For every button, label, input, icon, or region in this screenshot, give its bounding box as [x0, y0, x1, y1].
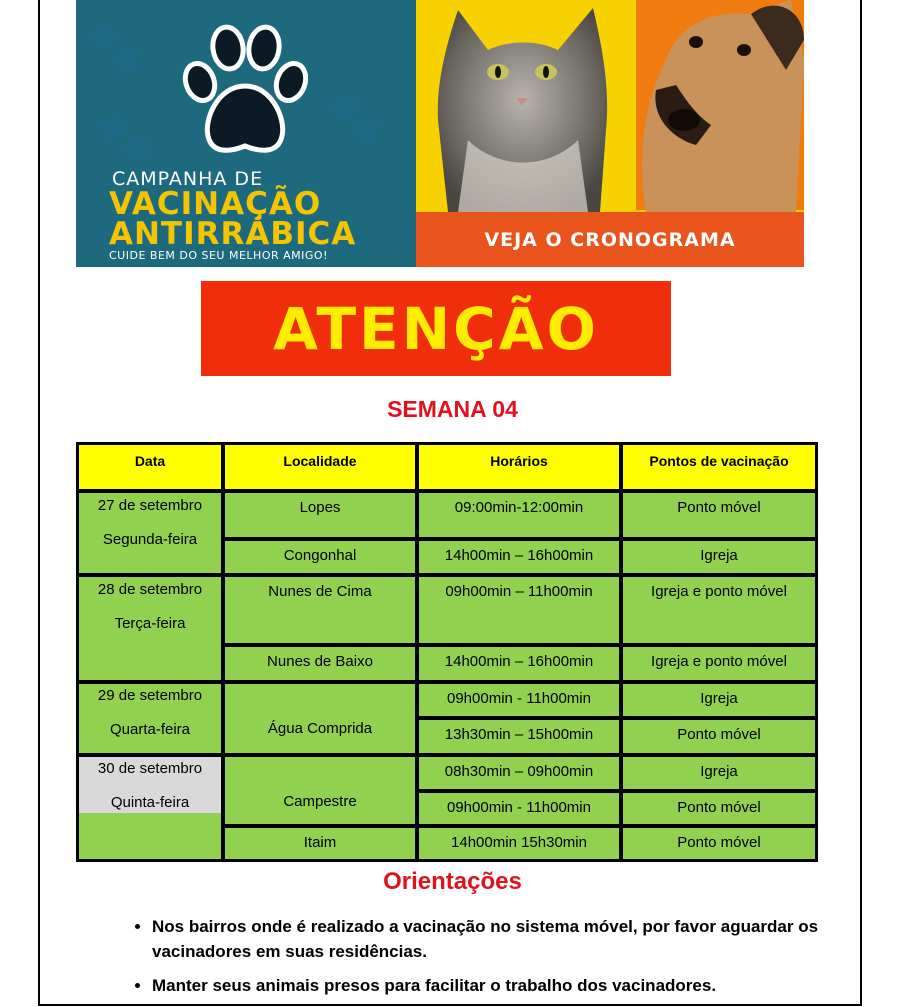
banner-line-2: VACINAÇÃO: [109, 186, 322, 222]
time-cell: 08h30min – 09h00min: [419, 757, 619, 789]
point-cell: Igreja: [623, 541, 815, 573]
schedule-cta: VEJA O CRONOGRAMA: [416, 212, 804, 267]
guideline-item: • Manter seus animais presos para facilitar o trabalho dos vacinadores.: [152, 973, 852, 998]
point-cell: Ponto móvel: [623, 793, 815, 824]
locality-cell: Nunes de Baixo: [225, 647, 415, 680]
header-points: Pontos de vacinação: [623, 445, 815, 489]
date-weekday: Terça-feira: [114, 615, 186, 632]
date-cell-27: [79, 493, 221, 573]
paw-icon: [178, 24, 308, 164]
guideline-item: • Nos bairros onde é realizado a vacinação no sistema móvel, por favor aguardar os vacinadores em suas residências.: [152, 914, 852, 964]
point-cell: Ponto móvel: [623, 493, 815, 537]
date-cell-28: [79, 577, 221, 680]
time-cell: 14h00min – 16h00min: [419, 647, 619, 680]
point-cell: Igreja: [623, 684, 815, 716]
locality-cell: Congonhal: [225, 541, 415, 573]
date-cell-29: [79, 684, 221, 753]
banner-left-panel: [76, 0, 416, 267]
cat-photo: [428, 0, 618, 212]
time-cell: 09:00min-12:00min: [419, 493, 619, 537]
locality-cell: Itaim: [225, 828, 415, 859]
locality-cell: Nunes de Cima: [225, 577, 415, 643]
point-cell: Igreja: [623, 757, 815, 789]
header-date: Data: [79, 445, 221, 489]
point-cell: Ponto móvel: [623, 720, 815, 753]
time-cell: 09h00min - 11h00min: [419, 684, 619, 716]
point-cell: Igreja e ponto móvel: [623, 647, 815, 680]
schedule-table: [76, 442, 818, 862]
time-cell: 14h00min 15h30min: [419, 828, 619, 859]
time-cell: 13h30min – 15h00min: [419, 720, 619, 753]
date-day: 29 de setembro: [97, 687, 203, 704]
paw-bg-icon: 🐾: [86, 20, 144, 74]
date-weekday: Quarta-feira: [109, 721, 191, 738]
attention-banner: ATENÇÃO: [201, 281, 671, 376]
date-day: 28 de setembro: [97, 581, 203, 598]
dog-photo: [616, 0, 804, 212]
date-weekday: Segunda-feira: [102, 531, 198, 548]
locality-cell: Campestre: [225, 757, 415, 824]
time-cell: 14h00min – 16h00min: [419, 541, 619, 573]
locality-cell: Lopes: [225, 493, 415, 537]
paw-bg-icon: 🐾: [96, 110, 154, 164]
guidelines-title: Orientações: [383, 868, 522, 895]
date-day: 27 de setembro: [97, 497, 203, 514]
week-title: SEMANA 04: [387, 396, 518, 422]
date-cell-30: [79, 757, 221, 859]
point-cell: Ponto móvel: [623, 828, 815, 859]
paw-bg-icon: 🐾: [326, 90, 384, 144]
header-locality: Localidade: [225, 445, 415, 489]
time-cell: 09h00min – 11h00min: [419, 577, 619, 643]
banner-line-1: CAMPANHA DE: [112, 168, 264, 190]
date-weekday: Quinta-feira: [110, 794, 190, 811]
banner-tagline: CUIDE BEM DO SEU MELHOR AMIGO!: [109, 249, 328, 262]
banner-line-3: ANTIRRÁBICA: [109, 216, 357, 252]
date-day: 30 de setembro: [97, 760, 203, 777]
time-cell: 09h00min - 11h00min: [419, 793, 619, 824]
point-cell: Igreja e ponto móvel: [623, 577, 815, 643]
header-times: Horários: [419, 445, 619, 489]
campaign-banner: [76, 0, 804, 267]
guidelines-list: [120, 914, 852, 1007]
locality-cell: Água Comprida: [225, 684, 415, 753]
